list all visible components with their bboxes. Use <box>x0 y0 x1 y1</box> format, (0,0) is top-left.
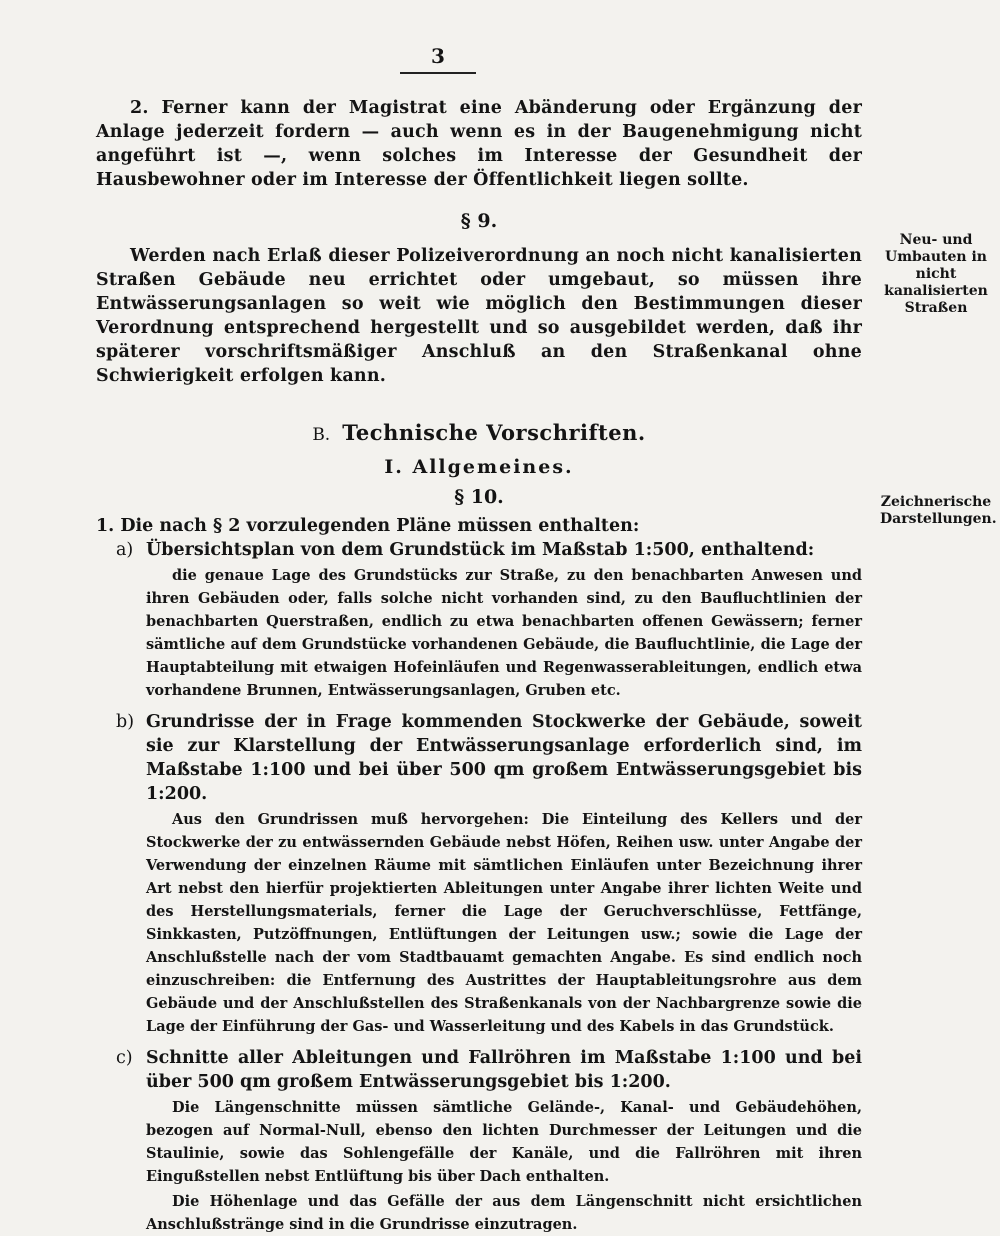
margin-note-section-10: Zeichnerische Darstellungen. <box>880 494 997 527</box>
item-c-detail-1: Die Längenschnitte müssen sämtliche Gelände-, Kanal- und Gebäudehöhen, bezogen auf Normal-Null, ebenso den lichten Durchmesser der Leitungen und die Staulinie, sowie das Sohlengefälle der Kanäle, und die Fallröhren mit ihren Eingußstellen nebst Entlüftung bis über Dach enthalten. <box>146 1099 862 1185</box>
item-a-detail: die genaue Lage des Grundstücks zur Straße, zu den benachbarten Anwesen und ihren Gebäuden oder, falls solche nicht vorhanden sind, zu den Baufluchtlinien der benachbarten Querstraßen, endlich zu etwa benachbarten offenen Gewässern; ferner sämtliche auf dem Grundstücke vorhandenen Gebäude, die Baufluchtlinie, die Lage der Hauptabteilung mit etwaigen Hofeinläufen und Regenwasserableitungen, endlich etwa vorhandene Brunnen, Entwässerungsanlagen, Gruben etc. <box>146 567 862 699</box>
item-a-label: a) <box>116 540 134 560</box>
item-c-text: Schnitte aller Ableitungen und Fallröhren im Maßstabe 1:100 und bei über 500 qm großem Entwässerungsgebiet bis 1:200. <box>146 1048 862 1092</box>
page-number-rule <box>400 72 476 74</box>
margin-note-section-9: Neu- und Umbauten in nicht kanalisierten Straßen <box>884 232 988 316</box>
section-b-heading <box>96 420 862 448</box>
section-9-heading: § 9. <box>460 210 498 232</box>
item-c <box>96 1046 862 1094</box>
paragraph-2: 2. Ferner kann der Magistrat eine Abänderung oder Ergänzung der Anlage jederzeit fordern — auch wenn es in der Baugenehmigung nicht angeführt ist —, wenn solches im Interesse der Gesundheit der Hausbewohner oder im Interesse der Öffentlichkeit liegen sollte. <box>96 98 862 190</box>
item-c-detail-2: Die Höhenlage und das Gefälle der aus dem Längenschnitt nicht ersichtlichen Anschlußstränge sind in die Grundrisse einzutragen. <box>146 1193 862 1233</box>
page-number: 3 <box>431 44 445 68</box>
section-10-item-1: 1. Die nach § 2 vorzulegenden Pläne müssen enthalten: <box>96 516 640 536</box>
main-text <box>96 96 862 1236</box>
section-9-text: Werden nach Erlaß dieser Polizeiverordnung an noch nicht kanalisierten Straßen Gebäude neu errichtet oder umgebaut, so müssen ihre Entwässerungsanlagen so weit wie möglich den Bestimmungen dieser Verordnung entsprechend hergestellt und so ausgebildet werden, daß ihr späterer vorschriftsmäßiger Anschluß an den Straßenkanal ohne Schwierigkeit erfolgen kann. <box>96 246 862 386</box>
section-b-title: Technische Vorschriften. <box>342 420 646 445</box>
item-b <box>96 710 862 806</box>
item-b-text: Grundrisse der in Frage kommenden Stockwerke der Gebäude, soweit sie zur Klarstellung der Entwässerungsanlage erforderlich sind, im Maßstabe 1:100 und bei über 500 qm großem Entwässerungsgebiet bis 1:200. <box>146 712 862 804</box>
section-10-heading: § 10. <box>454 486 504 508</box>
subsection-heading: I. Allgemeines. <box>384 456 574 478</box>
section-b-letter: B. <box>312 425 331 445</box>
item-a-text: Übersichtsplan von dem Grundstück im Maßstab 1:500, enthaltend: <box>146 540 815 560</box>
item-b-label: b) <box>116 712 135 732</box>
item-b-detail: Aus den Grundrissen muß hervorgehen: Die Einteilung des Kellers und der Stockwerke der zu entwässernden Gebäude nebst Höfen, Reihen usw. unter Angabe der Verwendung der einzelnen Räume mit sämtlichen Einläufen unter Bezeichnung ihrer Art nebst den hierfür projektierten Ableitungen unter Angabe ihrer lichten Weite und des Herstellungsmaterials, ferner die Lage der Geruchverschlüsse, Fettfänge, Sinkkasten, Putzöffnungen, Entlüftungen der Leitungen usw.; sowie die Lage der Anschlußstelle nach der vom Stadtbauamt gemachten Angabe. Es sind endlich noch einzuschreiben: die Entfernung des Austrittes der Hauptableitungsrohre aus dem Gebäude und der Anschlußstellen des Straßenkanals von der Nachbargrenze sowie die Lage der Einführung der Gas- und Wasserleitung und des Kabels in das Grundstück. <box>146 811 862 1035</box>
item-a <box>96 538 862 562</box>
item-c-label: c) <box>116 1048 133 1068</box>
